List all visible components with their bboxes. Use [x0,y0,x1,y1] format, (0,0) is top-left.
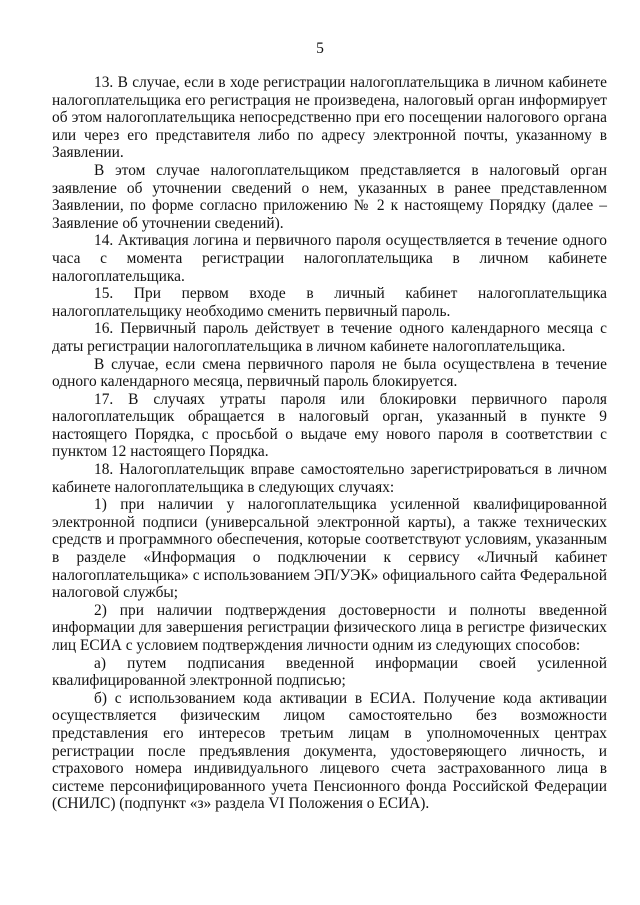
document-body [52,74,607,813]
paragraph-17: 17. В случаях утраты пароля или блокировки первичного пароля налогоплательщик обращается в налоговый орган, указанный в пункте 9 настоящего Порядка, с просьбой о выдаче ему нового пароля в соответствии с пунктом 12 настоящего Порядка. [52,390,607,461]
paragraph-18-item-2b: б) с использованием кода активации в ЕСИА. Получение кода активации осуществляется физическим лицом самостоятельно без возможности представления его интересов третьим лицам в уполномоченных центрах регистрации после предъявления документа, удостоверяющего личность, и страхового номера индивидуального лицевого счета застрахованного лица в системе персонифицированного учета Пенсионного фонда Российской Федерации (СНИЛС) (подпункт «з» раздела VI Положения о ЕСИА). [52,689,607,813]
paragraph-18-item-1: 1) при наличии у налогоплательщика усиленной квалифицированной электронной подписи (универсальной электронной карты), а также технических средств и программного обеспечения, которые соответствуют условиям, указанным в разделе «Информация о подключении к сервису «Личный кабинет налогоплательщика» с использованием ЭП/УЭК» официального сайта Федеральной налоговой службы; [52,496,607,602]
paragraph-13-clarification: В этом случае налогоплательщиком представляется в налоговый орган заявление об уточнении сведений о нем, указанных в ранее представленном Заявлении, по форме согласно приложению № 2 к настоящему Порядку (далее – Заявление об уточнении сведений). [52,161,607,232]
paragraph-14: 14. Активация логина и первичного пароля осуществляется в течение одного часа с момента регистрации налогоплательщика в личном кабинете налогоплательщика. [52,232,607,285]
paragraph-15: 15. При первом входе в личный кабинет налогоплательщика налогоплательщику необходимо сменить первичный пароль. [52,285,607,320]
page-number: 5 [316,40,324,57]
paragraph-13: 13. В случае, если в ходе регистрации налогоплательщика в личном кабинете налогоплательщика его регистрация не произведена, налоговый орган информирует об этом налогоплательщика непосредственно при его посещении налогового органа или через его представителя либо по адресу электронной почты, указанному в Заявлении. [52,74,607,162]
paragraph-18: 18. Налогоплательщик вправе самостоятельно зарегистрироваться в личном кабинете налогоплательщика в следующих случаях: [52,461,607,496]
paragraph-18-item-2: 2) при наличии подтверждения достоверности и полноты введенной информации для завершения регистрации физического лица в регистре физических лиц ЕСИА с условием подтверждения личности одним из следующих способов: [52,601,607,654]
paragraph-16-blocking: В случае, если смена первичного пароля не была осуществлена в течение одного календарного месяца, первичный пароль блокируется. [52,355,607,391]
paragraph-16: 16. Первичный пароль действует в течение одного календарного месяца с даты регистрации налогоплательщика в личном кабинете налогоплательщика. [52,320,607,355]
paragraph-18-item-2a: а) путем подписания введенной информации своей усиленной квалифицированной электронной подписью; [52,654,607,690]
